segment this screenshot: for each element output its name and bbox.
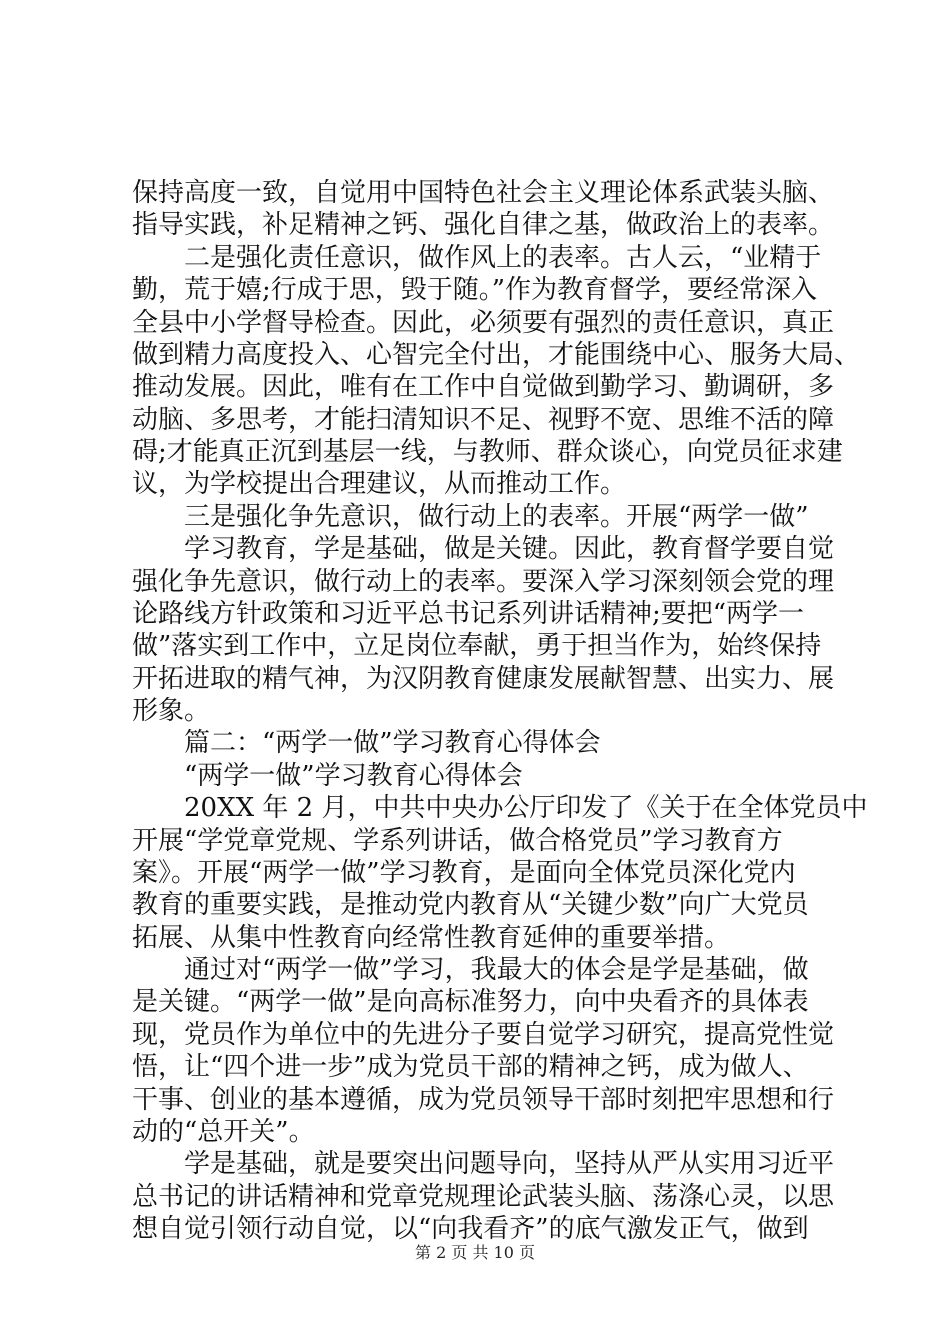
text-line: 教育的重要实践，是推动党内教育从“关键少数”向广大党员 — [132, 890, 809, 920]
text-line: 议，为学校提出合理建议，从而推动工作。 — [132, 469, 627, 499]
text-line: 三是强化争先意识，做行动上的表率。开展“两学一做” — [132, 502, 809, 532]
page-indicator: 第 2 页 共 10 页 — [415, 1243, 535, 1262]
text-line: 想自觉引领行动自觉，以“向我看齐”的底气激发正气，做到 — [132, 1214, 809, 1244]
text-line: 全县中小学督导检查。因此，必须要有强烈的责任意识，真正 — [132, 308, 835, 338]
text-line: 20XX 年 2 月，中共中央办公厅印发了《关于在全体党员中 — [132, 793, 868, 823]
text-line: 学是基础，就是要突出问题导向，坚持从严从实用习近平 — [132, 1149, 835, 1179]
text-line: 干事、创业的基本遵循，成为党员领导干部时刻把牢思想和行 — [132, 1085, 835, 1115]
text-line: 指导实践，补足精神之钙、强化自律之基，做政治上的表率。 — [132, 210, 835, 240]
text-line: 现，党员作为单位中的先进分子要自觉学习研究，提高党性觉 — [132, 1020, 835, 1050]
text-line: 开拓进取的精气神，为汉阴教育健康发展献智慧、出实力、展 — [132, 664, 835, 694]
text-line: 强化争先意识，做行动上的表率。要深入学习深刻领会党的理 — [132, 567, 835, 597]
text-line: 二是强化责任意识，做作风上的表率。古人云，“业精于 — [132, 243, 822, 273]
text-line: 做”落实到工作中，立足岗位奉献，勇于担当作为，始终保持 — [132, 631, 822, 661]
text-line: 拓展、从集中性教育向经常性教育延伸的重要举措。 — [132, 923, 731, 953]
section-subtitle: “两学一做”学习教育心得体会 — [132, 761, 523, 791]
text-line: 推动发展。因此，唯有在工作中自觉做到勤学习、勤调研，多 — [132, 372, 835, 402]
text-line: 形象。 — [132, 696, 211, 726]
text-line: 碍;才能真正沉到基层一线，与教师、群众谈心，向党员征求建 — [132, 437, 843, 467]
text-line: 通过对“两学一做”学习，我最大的体会是学是基础，做 — [132, 955, 809, 985]
text-line: 做到精力高度投入、心智完全付出，才能围绕中心、服务大局、 — [132, 340, 861, 370]
section-heading: 篇二：“两学一做”学习教育心得体会 — [132, 728, 601, 758]
page-footer — [0, 1243, 950, 1263]
text-line: 学习教育，学是基础，做是关键。因此，教育督学要自觉 — [132, 534, 835, 564]
text-line: 开展“学党章党规、学系列讲话，做合格党员”学习教育方 — [132, 826, 783, 856]
text-line: 论路线方针政策和习近平总书记系列讲话精神;要把“两学一 — [132, 599, 805, 629]
text-line: 总书记的讲话精神和党章党规理论武装头脑、荡涤心灵，以思 — [132, 1182, 835, 1212]
text-line: 悟，让“四个进一步”成为党员干部的精神之钙，成为做人、 — [132, 1052, 809, 1082]
text-line: 动的“总开关”。 — [132, 1117, 315, 1147]
text-line: 是关键。“两学一做”是向高标准努力，向中央看齐的具体表 — [132, 987, 809, 1017]
text-line: 动脑、多思考，才能扫清知识不足、视野不宽、思维不活的障 — [132, 405, 835, 435]
text-line: 案》。开展“两学一做”学习教育，是面向全体党员深化党内 — [132, 858, 796, 888]
text-line: 保持高度一致，自觉用中国特色社会主义理论体系武装头脑、 — [132, 178, 835, 208]
text-line: 勤，荒于嬉;行成于思，毁于随。”作为教育督学，要经常深入 — [132, 275, 818, 305]
